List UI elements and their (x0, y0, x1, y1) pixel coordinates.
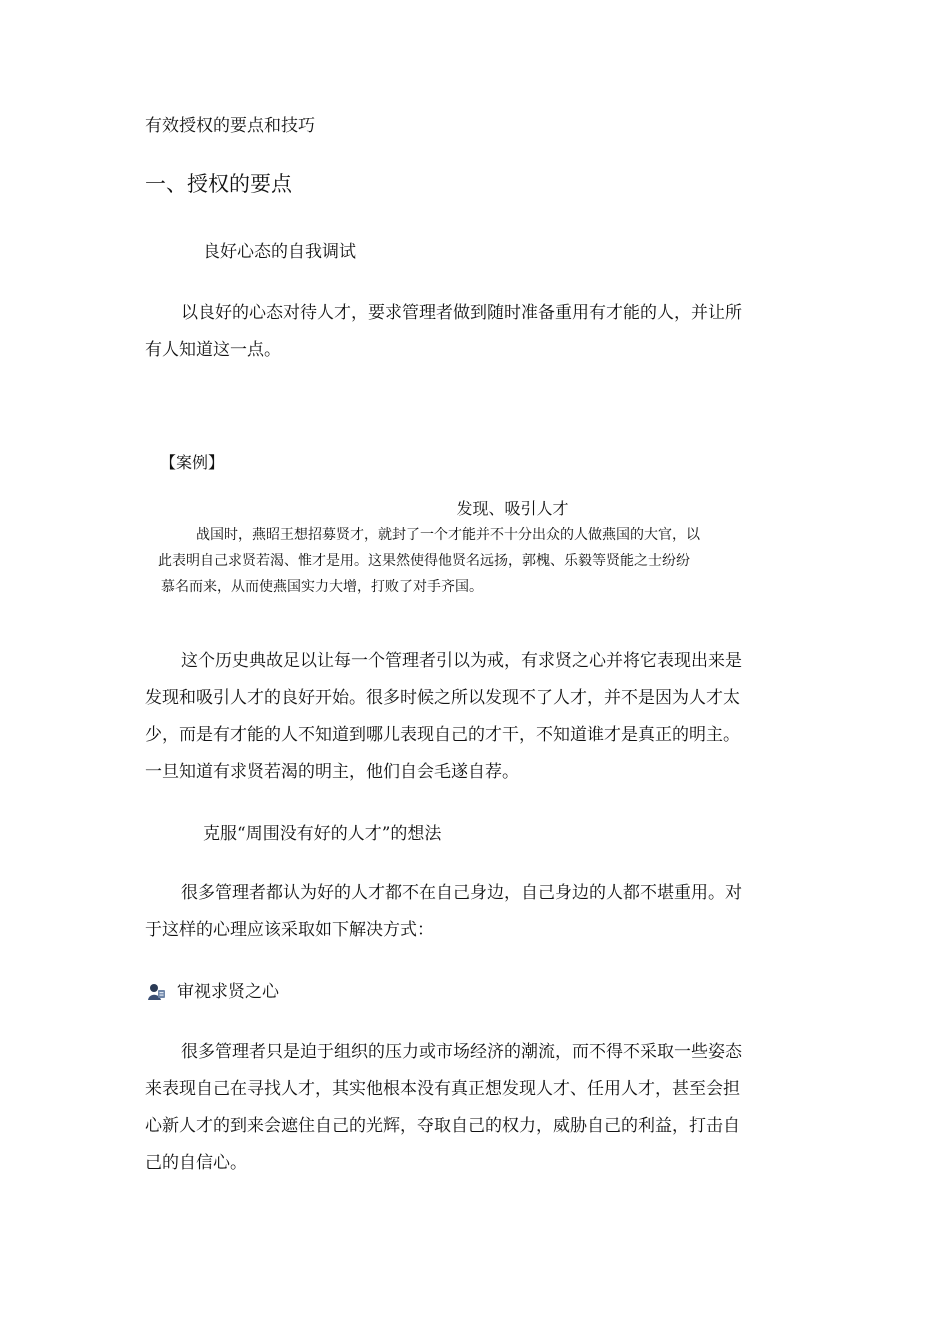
paragraph-line: 于这样的心理应该采取如下解决方式： (145, 920, 434, 940)
subheading-talent: 克服“周围没有好的人才”的想法 (203, 824, 442, 844)
paragraph-line: 来表现自己在寻找人才，其实他根本没有真正想发现人才、任用人才，甚至会担 (145, 1079, 740, 1099)
bullet-text: 审视求贤之心 (177, 982, 279, 1002)
paragraph-line: 以良好的心态对待人才，要求管理者做到随时准备重用有才能的人，并让所 (181, 303, 742, 323)
paragraph-talent (145, 875, 810, 949)
subheading-mindset: 良好心态的自我调试 (203, 242, 356, 262)
case-body (158, 522, 798, 600)
case-label: 【案例】 (160, 453, 225, 472)
case-line: 战国时，燕昭王想招募贤才，就封了一个才能并不十分出众的人做燕国的大官，以 (196, 527, 700, 543)
bullet-item (145, 980, 279, 1004)
case-line: 此表明自己求贤若渴、惟才是用。这果然使得他贤名远扬，郭槐、乐毅等贤能之士纷纷 (158, 553, 690, 569)
case-line: 慕名而来，从而使燕国实力大增，打败了对手齐国。 (161, 579, 483, 595)
paragraph-line: 己的自信心。 (145, 1153, 247, 1173)
paragraph-line: 很多管理者都认为好的人才都不在自己身边，自己身边的人都不堪重用。对 (181, 883, 742, 903)
paragraph-line: 少，而是有才能的人不知道到哪儿表现自己的才干，不知道谁才是真正的明主。 (145, 725, 740, 745)
person-bullet-icon (145, 981, 167, 1003)
paragraph-review (145, 1034, 810, 1182)
paragraph-line: 心新人才的到来会遮住自己的光辉，夺取自己的权力，威胁自己的利益，打击自 (145, 1116, 740, 1136)
section-heading: 一、授权的要点 (145, 172, 292, 196)
case-title: 发现、吸引人才 (456, 499, 569, 518)
paragraph-line: 这个历史典故足以让每一个管理者引以为戒，有求贤之心并将它表现出来是 (181, 651, 742, 671)
paragraph-line: 很多管理者只是迫于组织的压力或市场经济的潮流，而不得不采取一些姿态 (181, 1042, 742, 1062)
paragraph-line: 一旦知道有求贤若渴的明主，他们自会毛遂自荐。 (145, 762, 519, 782)
paragraph-mindset (145, 295, 810, 369)
document-title: 有效授权的要点和技巧 (145, 116, 315, 136)
paragraph-line: 有人知道这一点。 (145, 340, 281, 360)
paragraph-line: 发现和吸引人才的良好开始。很多时候之所以发现不了人才，并不是因为人才太 (145, 688, 740, 708)
paragraph-history (145, 643, 810, 791)
